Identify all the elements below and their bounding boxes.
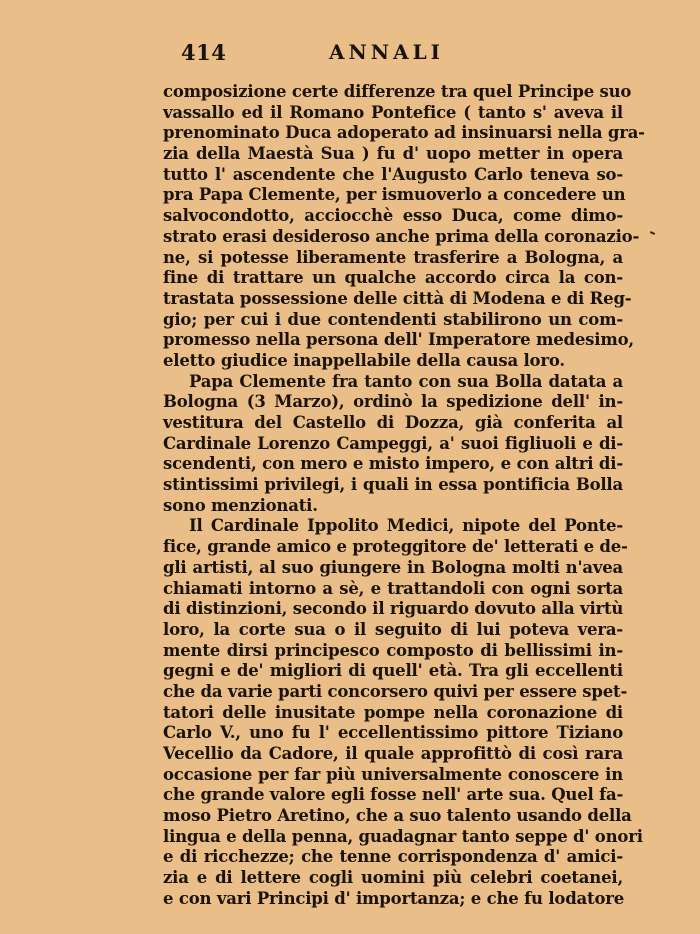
text-line: zia e di lettere cogli uomini più celebri coetanei, <box>163 868 623 888</box>
text-line: Bologna (3 Marzo), ordinò la spedizione dell' in- <box>163 392 623 412</box>
body-text <box>163 82 645 910</box>
text-line: composizione certe differenze tra quel Principe suo <box>163 82 632 101</box>
page-header <box>163 40 623 70</box>
text-line: eletto giudice inappellabile della causa loro. <box>163 350 565 370</box>
text-line: tutto l' ascendente che l'Augusto Carlo teneva so- <box>163 164 623 184</box>
text-line: pra Papa Clemente, per ismuoverlo a concedere un <box>163 185 626 205</box>
text-line: loro, la corte sua o il seguito di lui poteva vera- <box>163 619 623 639</box>
text-line: mente dirsi principesco composto di bellissimi in- <box>163 640 623 660</box>
text-line: lingua e della penna, guadagnar tanto seppe d' onori <box>163 826 643 846</box>
text-line: occasione per far più universalmente conoscere in <box>163 764 623 784</box>
text-line: salvocondotto, acciocchè esso Duca, come dimo- <box>163 206 623 226</box>
text-line: Papa Clemente fra tanto con sua Bolla datata a <box>189 371 623 391</box>
text-line: fine di trattare un qualche accordo circa la con- <box>163 268 623 288</box>
text-line: tatori delle inusitate pompe nella coronazione di <box>163 702 623 722</box>
text-line: vestitura del Castello di Dozza, già conferita al <box>163 413 623 432</box>
margin-mark <box>650 231 655 235</box>
text-line: moso Pietro Aretino, che a suo talento usando della <box>163 806 632 826</box>
text-line: promesso nella persona dell' Imperatore medesimo, <box>163 330 634 350</box>
text-line: Carlo V., uno fu l' eccellentissimo pittore Tiziano <box>163 723 623 743</box>
text-line: sono menzionati. <box>163 495 318 515</box>
text-line: che grande valore egli fosse nell' arte sua. Quel fa- <box>163 785 624 805</box>
page-number: 414 <box>181 40 227 65</box>
text-line: ne, si potesse liberamente trasferire a Bologna, a <box>163 247 623 267</box>
text-line: fice, grande amico e proteggitore de' letterati e de- <box>163 537 628 557</box>
text-line: chiamati intorno a sè, e trattandoli con ogni sorta <box>163 578 623 598</box>
text-line: e con vari Principi d' importanza; e che fu lodatore <box>163 888 625 908</box>
text-line: prenominato Duca adoperato ad insinuarsi nella gra- <box>163 123 645 143</box>
text-line: che da varie parti concorsero quivi per essere spet- <box>163 681 628 701</box>
text-line: strato erasi desideroso anche prima della coronazio- <box>163 226 640 246</box>
text-line: vassallo ed il Romano Pontefice ( tanto s' aveva il <box>163 102 623 122</box>
running-head: ANNALI <box>329 40 445 64</box>
text-line: gegni e de' migliori di quell' età. Tra gli eccellenti <box>163 661 623 681</box>
text-line: Cardinale Lorenzo Campeggi, a' suoi figliuoli e di- <box>163 433 623 453</box>
text-line: e di ricchezze; che tenne corrispondenza d' amici- <box>163 847 623 867</box>
text-line: zia della Maestà Sua ) fu d' uopo metter in opera <box>163 144 623 164</box>
text-line: gio; per cui i due contendenti stabilirono un com- <box>163 309 623 329</box>
text-line: gli artisti, al suo giungere in Bologna molti n'avea <box>163 557 623 577</box>
text-line: di distinzioni, secondo il riguardo dovuto alla virtù <box>163 599 624 619</box>
text-line: scendenti, con mero e misto impero, e con altri di- <box>163 454 623 474</box>
text-line: Vecellio da Cadore, il quale approfittò di così rara <box>163 744 623 763</box>
text-line: trastata possessione delle città di Modena e di Reg- <box>163 288 632 308</box>
text-line: Il Cardinale Ippolito Medici, nipote del Ponte- <box>189 516 623 536</box>
text-line: stintissimi privilegi, i quali in essa pontificia Bolla <box>163 475 623 495</box>
